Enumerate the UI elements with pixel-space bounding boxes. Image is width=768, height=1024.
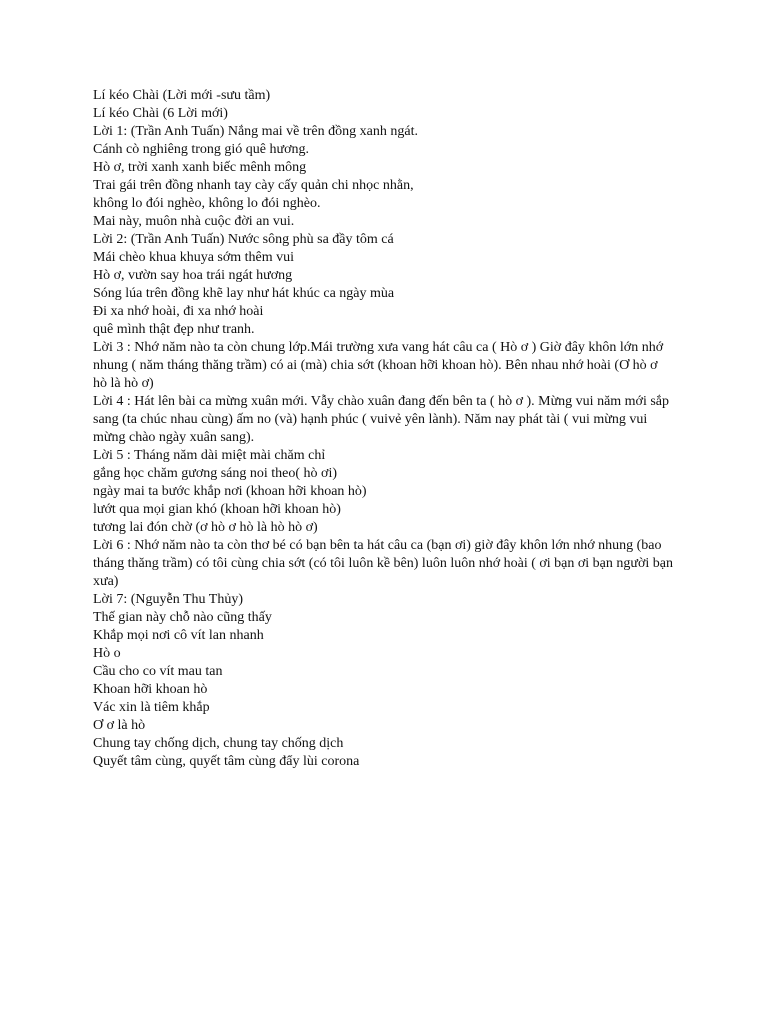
verse-7-line: Quyết tâm cùng, quyết tâm cùng đẩy lùi corona	[93, 754, 360, 769]
document-subtitle: Lí kéo Chài (6 Lời mới)	[93, 106, 228, 121]
verse-7-line: Ơ ơ là hò	[93, 718, 146, 733]
verse-7-line: Lời 7: (Nguyễn Thu Thủy)	[93, 592, 243, 607]
verse-2-line: Lời 2: (Trần Anh Tuấn) Nước sông phù sa đầy tôm cá	[93, 232, 394, 247]
verse-1-line: Mai này, muôn nhà cuộc đời an vui.	[93, 214, 295, 229]
verse-2-line: Đi xa nhớ hoài, đi xa nhớ hoài	[93, 304, 264, 319]
verse-7-line: Hò o	[93, 646, 121, 661]
document-body	[93, 87, 673, 771]
verse-5-line: ngày mai ta bước khắp nơi (khoan hỡi khoan hò)	[93, 484, 367, 499]
verse-2-line: Mái chèo khua khuya sớm thêm vui	[93, 250, 295, 265]
verse-5-line: gắng học chăm gương sáng noi theo( hò ơi)	[93, 466, 338, 481]
verse-5-line: lướt qua mọi gian khó (khoan hỡi khoan hò)	[93, 502, 341, 517]
verse-6-paragraph: Lời 6 : Nhớ năm nào ta còn thơ bé có bạn bên ta hát câu ca (bạn ơi) giờ đây khôn lớn nhớ nhung (bao tháng thăng trầm) có tôi cùng chia sớt (có tôi luôn kề bên) luôn luôn nhớ hoài ( ơi bạn ơi bạn người bạn xưa)	[93, 538, 673, 589]
verse-1-line: không lo đói nghèo, không lo đói nghèo.	[93, 196, 321, 211]
verse-2-line: Sóng lúa trên đồng khẽ lay như hát khúc ca ngày mùa	[93, 286, 395, 301]
verse-2-line: Hò ơ, vườn say hoa trái ngát hương	[93, 268, 293, 283]
document-title: Lí kéo Chài (Lời mới -sưu tầm)	[93, 88, 271, 103]
verse-1-line: Trai gái trên đồng nhanh tay cày cấy quản chi nhọc nhằn,	[93, 178, 414, 193]
verse-7-line: Thế gian này chỗ nào cũng thấy	[93, 610, 272, 625]
verse-1-line: Hò ơ, trời xanh xanh biếc mênh mông	[93, 160, 307, 175]
verse-7-line: Cầu cho co vít mau tan	[93, 664, 223, 679]
verse-7-line: Khắp mọi nơi cô vít lan nhanh	[93, 628, 264, 643]
verse-2-line: quê mình thật đẹp như tranh.	[93, 322, 255, 337]
verse-1-line: Lời 1: (Trần Anh Tuấn) Nắng mai về trên đồng xanh ngát.	[93, 124, 418, 139]
verse-4-paragraph: Lời 4 : Hát lên bài ca mừng xuân mới. Vẫy chào xuân đang đến bên ta ( hò ơ ). Mừng vui năm mới sắp sang (ta chúc nhau cùng) ấm no (và) hạnh phúc ( vuivẻ yên lành). Năm nay phát tài ( vui mừng vui mừng chào ngày xuân sang).	[93, 394, 670, 445]
verse-5-line: tương lai đón chờ (ơ hò ơ hò là hò hò ơ)	[93, 520, 318, 535]
verse-7-line: Vác xin là tiêm khắp	[93, 700, 210, 715]
verse-3-paragraph: Lời 3 : Nhớ năm nào ta còn chung lớp.Mái trường xưa vang hát câu ca ( Hò ơ ) Giờ đây khôn lớn nhớ nhung ( năm tháng thăng trầm) có ai (mà) chia sớt (khoan hỡi khoan hò). Bên nhau nhớ hoài (Ơ hò ơ hò là hò ơ)	[93, 340, 664, 391]
verse-1-line: Cánh cò nghiêng trong gió quê hương.	[93, 142, 310, 157]
verse-7-line: Chung tay chống dịch, chung tay chống dịch	[93, 736, 344, 751]
verse-7-line: Khoan hỡi khoan hò	[93, 682, 208, 697]
verse-5-line: Lời 5 : Tháng năm dài miệt mài chăm chỉ	[93, 448, 326, 463]
